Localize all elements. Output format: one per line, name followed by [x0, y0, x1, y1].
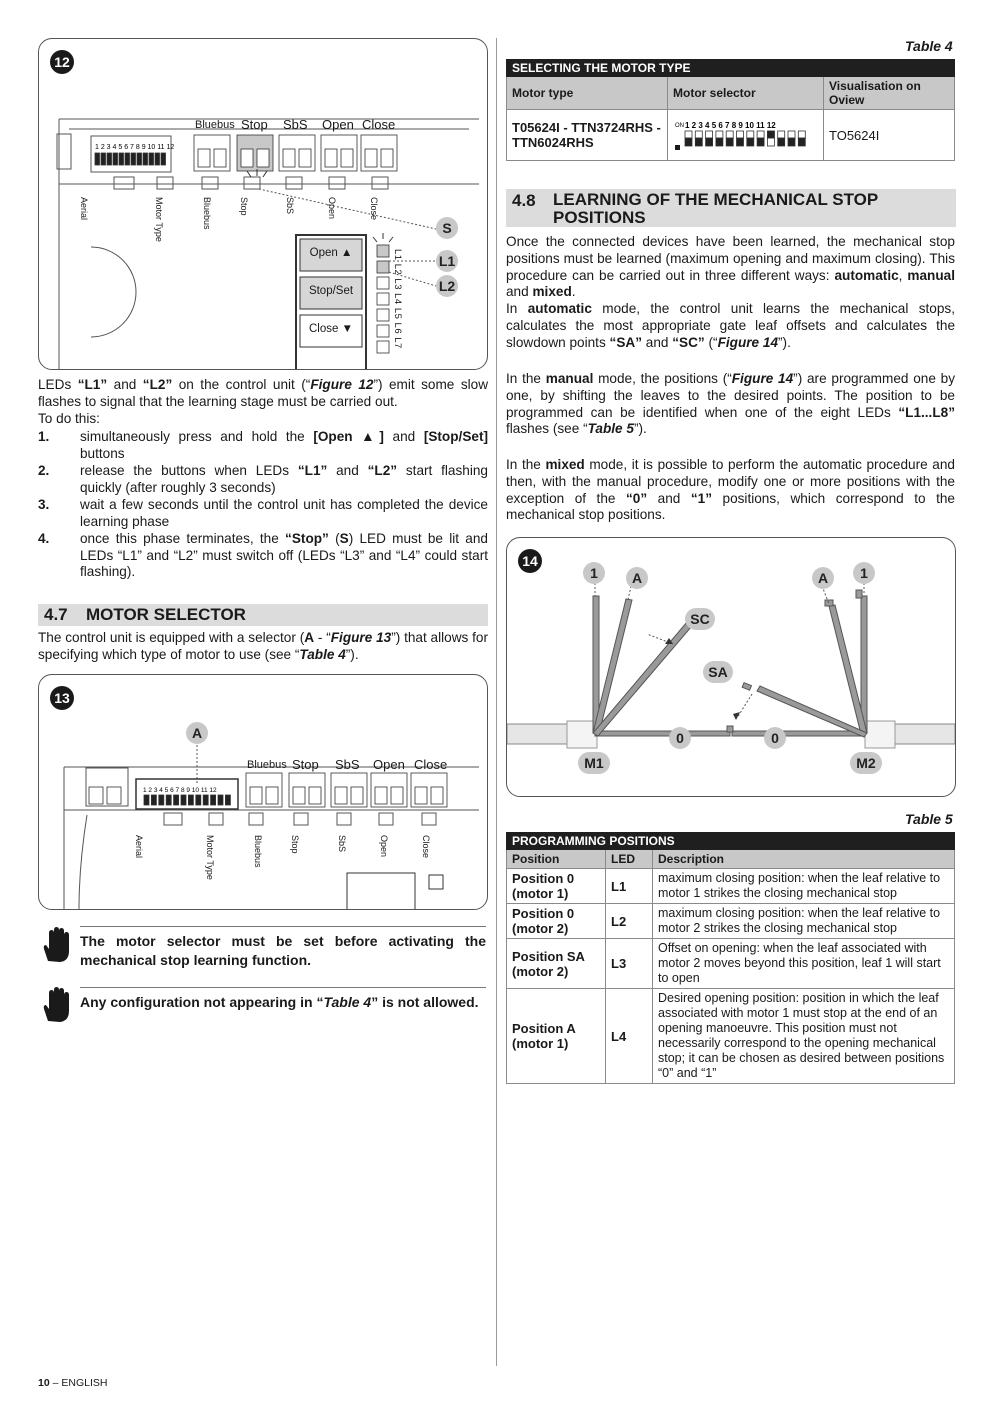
- section-4-8-paragraph-1: Once the connected devices have been learned, the mechanical stop positions must be learned (maximum opening and maximum closing). This procedure can be carried out in three different ways: automatic, manual and mixed. In automatic mode, the control unit learns the mechanical stops, calculates the most appropriate gate leaf offsets and calculates the slowdown points “SA” and “SC” (“Figure 14”).: [506, 234, 955, 350]
- label-stop: Stop: [239, 197, 249, 216]
- terminal-label-open: Open: [322, 117, 354, 132]
- label-bluebus: Bluebus: [202, 197, 212, 230]
- terminal-screw: [381, 149, 393, 167]
- table-5: [506, 832, 955, 1084]
- terminal-screw: [351, 787, 363, 804]
- table-header: LED: [606, 850, 653, 869]
- table-row: [507, 904, 955, 939]
- callout-l2: L2: [436, 275, 458, 297]
- dip-switch-lever: [143, 153, 148, 165]
- dip-switch-lever: [716, 138, 723, 146]
- intro-paragraph: LEDs “L1” and “L2” on the control unit (“Figure 12”) emit some slow flashes to signal that the learning stage must be carried out. To do this:: [38, 377, 489, 426]
- table-4: [506, 59, 955, 161]
- terminal-screw: [214, 149, 226, 167]
- column-divider: [496, 38, 497, 1366]
- note-configuration: Any configuration not appearing in “Table 4” is not allowed.: [80, 994, 479, 1010]
- dip-switch-lever: [151, 795, 156, 805]
- led-indicator: [377, 293, 389, 305]
- led-labels: L1 L2 L3 L4 L5 L6 L7: [392, 249, 403, 349]
- dip-switch-lever: [218, 795, 223, 805]
- dip-switch-lever: [747, 138, 754, 146]
- dip-switch-lever: [188, 795, 193, 805]
- label-m2: M2: [850, 752, 882, 774]
- dip-switch-lever: [778, 138, 785, 146]
- svg-text:1 2 3 4 5 6 7 8 9 10 11 12: 1 2 3 4 5 6 7 8 9 10 11 12: [685, 121, 776, 130]
- figure-badge: 14: [518, 549, 542, 573]
- visualisation-cell: TO5624I: [824, 110, 955, 161]
- label-m1: M1: [578, 752, 610, 774]
- note-divider: [80, 987, 486, 988]
- dip-switch-lever: [149, 153, 154, 165]
- callout-l1: L1: [436, 250, 458, 272]
- dip-switch-lever: [757, 138, 764, 146]
- led-indicator: [377, 341, 389, 353]
- dip-switch-lever: [788, 138, 795, 146]
- label-close: Close: [421, 835, 431, 859]
- terminal-screw: [309, 787, 321, 804]
- to-do-text: To do this:: [38, 410, 100, 426]
- dip-switch-lever: [166, 795, 171, 805]
- label-bluebus: Bluebus: [253, 835, 263, 868]
- terminal-label-sbs: SbS: [335, 757, 360, 772]
- figure-12: [38, 38, 488, 370]
- terminal-label-close: Close: [362, 117, 396, 132]
- dip-switch-lever: [125, 153, 130, 165]
- terminal-label-open: Open: [373, 757, 405, 772]
- label-a-right: A: [812, 567, 834, 589]
- table-header: Motor selector: [668, 77, 824, 110]
- dip-switch-lever: [695, 138, 702, 146]
- table-4-caption: Table 4: [905, 38, 953, 54]
- terminal-screw: [375, 787, 387, 804]
- dip-switch-lever: [695, 131, 702, 138]
- terminal-label-bluebus: Bluebus: [195, 119, 235, 131]
- dip-numbers: 1 2 3 4 5 6 7 8 9 10 11 12: [143, 787, 217, 794]
- dip-switch-lever: [155, 153, 160, 165]
- dip-switch-lever: [706, 131, 713, 138]
- position-cell: Position A (motor 1): [507, 989, 606, 1084]
- terminal-label-sbs: SbS: [283, 117, 308, 132]
- motor-selector-cell: [668, 110, 824, 161]
- label-close: Close: [369, 197, 379, 221]
- dip-switch-lever: [131, 153, 136, 165]
- table-title: SELECTING THE MOTOR TYPE: [507, 60, 955, 77]
- table-header: Position: [507, 850, 606, 869]
- label-a-left: A: [626, 567, 648, 589]
- dip-switch-lever: [767, 138, 774, 146]
- led-indicator: [377, 309, 389, 321]
- dip-switch-lever: [685, 131, 692, 138]
- hand-warning-icon: [40, 987, 72, 1023]
- footer-language: – ENGLISH: [49, 1377, 108, 1389]
- terminal-label-stop: Stop: [241, 117, 268, 132]
- dip-switch-lever: [788, 131, 795, 138]
- description-cell: Offset on opening: when the leaf associated with motor 2 moves beyond this position, leaf 1 will start to open: [653, 939, 955, 989]
- terminal-screw: [431, 787, 443, 804]
- led-indicator: [377, 245, 389, 257]
- label-sbs: SbS: [285, 197, 295, 215]
- dip-switch-lever: [161, 153, 166, 165]
- figure-badge: 12: [50, 50, 74, 74]
- label-motor-type: Motor Type: [205, 835, 215, 880]
- led-cell: L3: [606, 939, 653, 989]
- svg-text:ON: ON: [675, 123, 684, 129]
- page-number: 10: [38, 1377, 50, 1389]
- dip-switch-lever: [159, 795, 164, 805]
- motor-type-cell: T05624I - TTN3724RHS - TTN6024RHS: [507, 110, 668, 161]
- terminal-screw: [341, 149, 353, 167]
- terminal-screw: [250, 787, 262, 804]
- label-aerial: Aerial: [79, 197, 89, 221]
- dip-numbers: 1 2 3 4 5 6 7 8 9 10 11 12: [95, 144, 175, 151]
- figure-13: [38, 674, 488, 910]
- terminal-screw: [365, 149, 377, 167]
- terminal-screw: [325, 149, 337, 167]
- section-4-8-paragraph-3: In the mixed mode, it is possible to perform the automatic procedure and then, with the manual procedure, modify one or more positions with the exception of the “0” and “1” positions, which correspond to the mechanical stop positions.: [506, 457, 955, 523]
- stop-set-button[interactable]: Stop/Set: [308, 285, 354, 297]
- dip-switch-lever: [196, 795, 201, 805]
- description-cell: maximum closing position: when the leaf relative to motor 2 strikes the closing mechanical stop: [653, 904, 955, 939]
- section-4-7-paragraph: The control unit is equipped with a selector (A - “Figure 13”) that allows for specifying which type of motor to use (see “Table 4”).: [38, 630, 488, 662]
- terminal-screw: [293, 787, 305, 804]
- led-indicator: [377, 277, 389, 289]
- label-stop: Stop: [290, 835, 300, 854]
- description-cell: maximum closing position: when the leaf relative to motor 1 strikes the closing mechanical stop: [653, 869, 955, 904]
- dip-switch-lever: [101, 153, 106, 165]
- dip-switch-lever: [685, 138, 692, 146]
- figure-14: [506, 537, 956, 797]
- label-open: Open: [379, 835, 389, 858]
- open-button[interactable]: Open ▲: [309, 247, 353, 259]
- dip-switch-lever: [203, 795, 208, 805]
- table-title: PROGRAMMING POSITIONS: [507, 833, 955, 850]
- dip-switch-lever: [737, 131, 744, 138]
- label-1-right: 1: [853, 562, 875, 584]
- terminal-label-close: Close: [414, 757, 448, 772]
- led-cell: L1: [606, 869, 653, 904]
- position-cell: Position 0 (motor 1): [507, 869, 606, 904]
- dip-switch-lever: [211, 795, 216, 805]
- label-0-right: 0: [764, 727, 786, 749]
- dip-switch-lever: [767, 131, 774, 138]
- section-4-7-title: 4.7 MOTOR SELECTOR: [38, 604, 488, 626]
- terminal-screw: [266, 787, 278, 804]
- dip-switch-lever: [225, 795, 230, 805]
- led-cell: L4: [606, 989, 653, 1084]
- dip-switch-lever: [778, 131, 785, 138]
- steps-list: [38, 429, 488, 589]
- label-sc: SC: [685, 608, 715, 630]
- note-motor-selector: The motor selector must be set before activating the mechanical stop learning function.: [80, 933, 486, 968]
- position-cell: Position SA (motor 2): [507, 939, 606, 989]
- list-item: 3. wait a few seconds until the control unit has completed the device learning phase: [38, 497, 488, 529]
- label-0-left: 0: [669, 727, 691, 749]
- dip-switch-lever: [726, 131, 733, 138]
- label-sa: SA: [703, 661, 733, 683]
- label-aerial: Aerial: [134, 835, 144, 859]
- table-header: Visualisation on Oview: [824, 77, 955, 110]
- dip-switch-lever: [95, 153, 100, 165]
- dip-switch-icon: [673, 118, 818, 152]
- dip-switch-lever: [737, 138, 744, 146]
- terminal-screw: [89, 787, 103, 804]
- dip-switch-lever: [757, 131, 764, 138]
- terminal-screw: [107, 787, 121, 804]
- section-4-8-title: 4.8 LEARNING OF THE MECHANICAL STOP POSITIONS: [506, 189, 956, 227]
- dip-switch-lever: [716, 131, 723, 138]
- terminal-label-stop: Stop: [292, 757, 319, 772]
- figure-badge: 13: [50, 686, 74, 710]
- terminal-screw: [299, 149, 311, 167]
- table-row: [507, 869, 955, 904]
- table-row: [507, 110, 955, 161]
- table-header: Description: [653, 850, 955, 869]
- table-row: [507, 989, 955, 1084]
- table-header: Motor type: [507, 77, 668, 110]
- list-item: 2. release the buttons when LEDs “L1” and “L2” start flashing quickly (after roughly 3 seconds): [38, 463, 488, 495]
- table-5-caption: Table 5: [905, 811, 953, 827]
- terminal-screw: [283, 149, 295, 167]
- dip-switch-lever: [113, 153, 118, 165]
- position-cell: Position 0 (motor 2): [507, 904, 606, 939]
- dip-switch-lever: [706, 138, 713, 146]
- dip-switch-lever: [137, 153, 142, 165]
- terminal-screw: [198, 149, 210, 167]
- dip-switch-lever: [798, 131, 805, 138]
- dip-switch-lever: [144, 795, 149, 805]
- label-motor-type: Motor Type: [154, 197, 164, 242]
- dip-switch-lever: [174, 795, 179, 805]
- note-divider: [80, 926, 486, 927]
- terminal-screw: [241, 149, 253, 167]
- terminal-screw: [415, 787, 427, 804]
- close-button[interactable]: Close ▼: [309, 323, 353, 335]
- callout-a: A: [186, 722, 208, 744]
- terminal-screw: [335, 787, 347, 804]
- led-indicator: [377, 325, 389, 337]
- dip-switch-lever: [798, 138, 805, 146]
- dip-switch-lever: [181, 795, 186, 805]
- terminal-screw: [257, 149, 269, 167]
- list-item: 4. once this phase terminates, the “Stop” (S) LED must be lit and LEDs “L1” and “L2” must switch off (LEDs “L3” and “L4” could start flashing).: [38, 531, 488, 580]
- dip-switch-lever: [747, 131, 754, 138]
- hand-warning-icon: [40, 927, 72, 963]
- led-cell: L2: [606, 904, 653, 939]
- dip-switch-lever: [107, 153, 112, 165]
- page-footer: [38, 1377, 107, 1389]
- callout-s: S: [436, 217, 458, 239]
- control-unit-drawing: [39, 39, 487, 369]
- table-row: [507, 939, 955, 989]
- motor-selector-drawing: [39, 675, 487, 909]
- label-sbs: SbS: [337, 835, 347, 853]
- dip-switch-lever: [726, 138, 733, 146]
- description-cell: Desired opening position: position in which the leaf associated with motor 1 must stop at the end of an opening manoeuvre. This position must not necessarily correspond to the opening mechanical stop; it can be chosen as desired between positions “0” and “1”: [653, 989, 955, 1084]
- dip-switch-lever: [119, 153, 124, 165]
- terminal-screw: [391, 787, 403, 804]
- label-1-left: 1: [583, 562, 605, 584]
- list-item: 1. simultaneously press and hold the [Open ▲] and [Stop/Set] buttons: [38, 429, 488, 461]
- section-4-8-paragraph-2: In the manual mode, the positions (“Figure 14”) are programmed one by one, by shifting the leaves to the desired points. The position to be programmed can be identified when one of the eight LEDs “L1...L8” flashes (see “Table 5”).: [506, 371, 955, 437]
- led-indicator: [377, 261, 389, 273]
- label-open: Open: [327, 197, 337, 220]
- terminal-label-bluebus: Bluebus: [247, 759, 287, 771]
